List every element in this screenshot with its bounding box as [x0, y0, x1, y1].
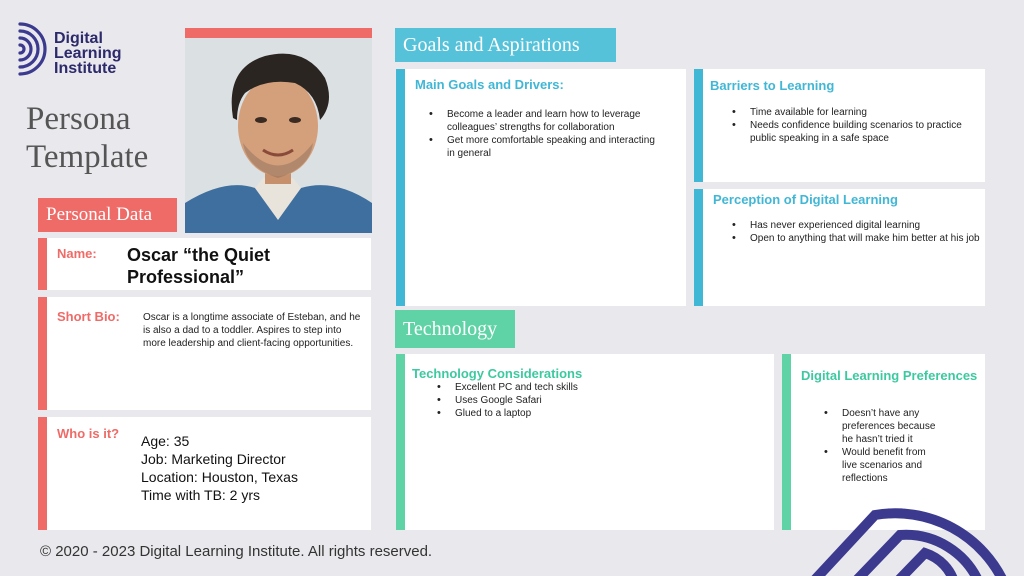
main-goals-card: [396, 69, 686, 306]
barriers-label: Barriers to Learning: [710, 78, 835, 93]
barriers-list: [726, 106, 966, 145]
bio-value: Oscar is a longtime associate of Esteban, and he is also a dad to a toddler. Aspires to step into more leadership and client-facing opportunities.: [143, 312, 361, 349]
copyright-footer: © 2020 - 2023 Digital Learning Institute. All rights reserved.: [40, 543, 433, 560]
tech-considerations-card: [396, 354, 774, 530]
title-line: Persona: [26, 101, 131, 137]
learning-preferences-card: [782, 354, 985, 530]
list-item: • Uses Google Safari: [431, 394, 731, 407]
barriers-card: [694, 69, 985, 182]
list-item: • Doesn’t have any preferences because he hasn’t tried it: [818, 407, 936, 446]
list-item: • Excellent PC and tech skills: [431, 381, 731, 394]
logo-line: Digital: [54, 30, 103, 47]
who-label: Who is it?: [57, 426, 120, 441]
age-line: Age: 35: [141, 433, 190, 449]
perception-card: [694, 189, 985, 306]
personal-data-heading: Personal Data: [38, 198, 177, 232]
goals-heading: Goals and Aspirations: [395, 28, 616, 62]
page-title: [26, 100, 148, 176]
list-item: • Glued to a laptop: [431, 407, 731, 420]
corner-arc-stripes-icon: [790, 505, 1024, 576]
who-card: [38, 417, 371, 530]
perception-list: [726, 219, 986, 245]
name-label: Name:: [57, 246, 97, 261]
logo-line: Learning: [54, 45, 122, 62]
tech-considerations-list: [431, 381, 731, 420]
list-item: • Open to anything that will make him better at his job: [726, 232, 986, 245]
logo-line: Institute: [54, 60, 117, 77]
tech-considerations-label: Technology Considerations: [412, 366, 583, 381]
job-line: Job: Marketing Director: [141, 451, 286, 467]
list-item: • Would benefit from live scenarios and reflections: [818, 446, 936, 485]
name-value: Oscar “the Quiet Professional”: [127, 245, 271, 287]
list-item: • Needs confidence building scenarios to practice public speaking in a safe space: [726, 119, 966, 145]
location-line: Location: Houston, Texas: [141, 469, 298, 485]
list-item: • Has never experienced digital learning: [726, 219, 986, 232]
learning-preferences-label: Digital Learning Preferences: [801, 368, 978, 383]
list-item: • Time available for learning: [726, 106, 966, 119]
logo-wordmark: [54, 31, 122, 76]
name-card: [38, 238, 371, 290]
persona-photo: [185, 38, 372, 233]
learning-preferences-list: [818, 407, 936, 485]
list-item: • Get more comfortable speaking and interacting in general: [423, 134, 663, 160]
technology-heading: Technology: [395, 310, 515, 348]
main-goals-label: Main Goals and Drivers:: [415, 77, 564, 92]
who-details: [141, 432, 298, 504]
main-goals-list: [423, 108, 663, 160]
bio-label: Short Bio:: [57, 309, 120, 324]
logo-fingerprint-icon: [14, 20, 48, 78]
tenure-line: Time with TB: 2 yrs: [141, 487, 261, 503]
list-item: • Become a leader and learn how to leverage colleagues’ strengths for collaboration: [423, 108, 663, 134]
perception-label: Perception of Digital Learning: [713, 192, 898, 207]
title-line: Template: [26, 139, 149, 175]
photo-accent-bar: [185, 28, 372, 38]
bio-card: [38, 297, 371, 410]
